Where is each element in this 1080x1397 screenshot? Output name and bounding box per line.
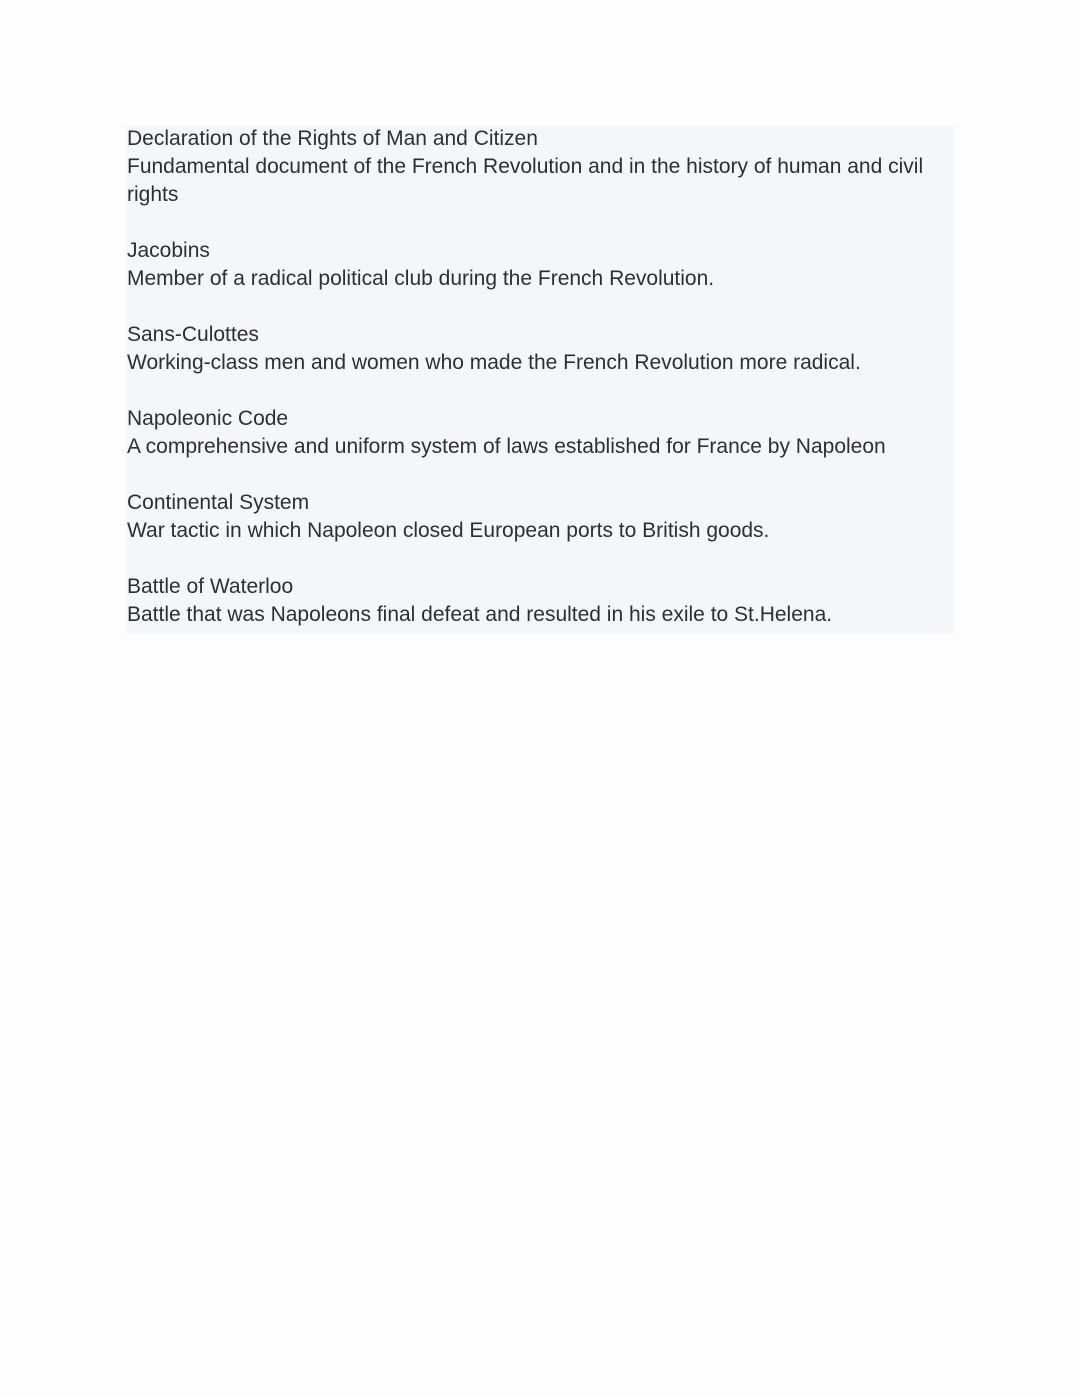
term-list bbox=[127, 125, 947, 657]
term-definition: Fundamental document of the French Revolution and in the history of human and civil rights bbox=[127, 155, 924, 206]
term-item bbox=[127, 237, 947, 293]
term-definition: Battle that was Napoleons final defeat and resulted in his exile to St.Helena. bbox=[127, 603, 833, 626]
term-title: Continental System bbox=[127, 491, 310, 514]
term-title: Jacobins bbox=[127, 239, 210, 262]
term-definition: A comprehensive and uniform system of laws established for France by Napoleon bbox=[127, 435, 886, 458]
term-item bbox=[127, 489, 947, 545]
term-item bbox=[127, 573, 947, 629]
term-item bbox=[127, 321, 947, 377]
term-definition: Member of a radical political club during the French Revolution. bbox=[127, 267, 715, 290]
term-title: Battle of Waterloo bbox=[127, 575, 294, 598]
term-title: Napoleonic Code bbox=[127, 407, 289, 430]
term-title: Declaration of the Rights of Man and Citizen bbox=[127, 127, 538, 150]
term-title: Sans-Culottes bbox=[127, 323, 259, 346]
term-definition: War tactic in which Napoleon closed European ports to British goods. bbox=[127, 519, 770, 542]
term-definition: Working-class men and women who made the French Revolution more radical. bbox=[127, 351, 861, 374]
term-item bbox=[127, 405, 947, 461]
term-item bbox=[127, 125, 947, 209]
